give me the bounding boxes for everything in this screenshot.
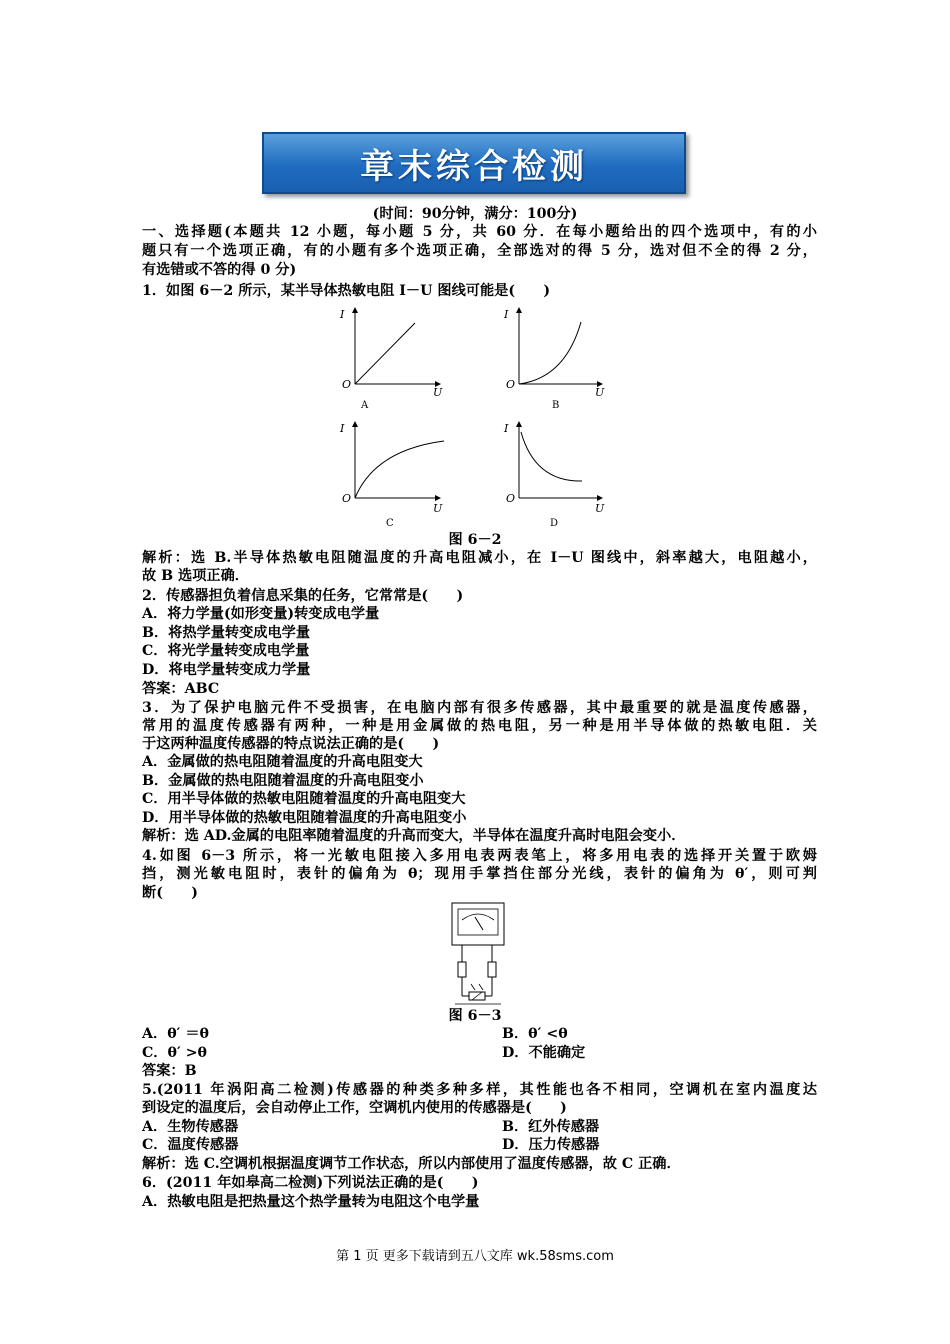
graph-d	[503, 422, 605, 529]
graph-a	[339, 308, 443, 411]
q3-option-c: C．用半导体做的热敏电阻随着温度的升高电阻变大	[142, 791, 466, 807]
graph-d-x-label: U	[595, 502, 605, 515]
graph-a-curve	[355, 323, 415, 384]
q2-option-b: B．将热学量转变成电学量	[142, 625, 311, 641]
graph-c-x-label: U	[433, 502, 443, 515]
graph-b-y-label: I	[504, 308, 509, 321]
q5-option-b: B．红外传感器	[502, 1119, 600, 1135]
q3-stem-line: 常用的温度传感器有两种，一种是用金属做的热电阻，另一种是用半导体做的热敏电阻．关	[142, 718, 817, 734]
q2-stem: 2．传感器担负着信息采集的任务，它常常是( )	[142, 588, 464, 604]
q6-option-a: A．热敏电阻是把热量这个热学量转为电阻这个电学量	[142, 1194, 480, 1210]
q1-stem: 1．如图 6－2 所示，某半导体热敏电阻 I－U 图线可能是( )	[142, 283, 551, 299]
graph-c-y-label: I	[340, 422, 345, 435]
graph-a-label: A	[361, 400, 369, 411]
graph-b-origin: O	[506, 378, 516, 391]
graph-d-y-label: I	[504, 422, 509, 435]
figure-6-3-caption: 图 6－3	[448, 1008, 502, 1024]
q5-option-d: D．压力传感器	[502, 1137, 600, 1153]
graph-d-curve	[521, 432, 582, 481]
q3-option-a: A．金属做的热电阻随着温度的升高电阻变大	[142, 754, 423, 770]
q5-stem-line: 5.(2011 年涡阳高二检测)传感器的种类多种多样，其性能也各不相同，空调机在室内温度达	[142, 1082, 817, 1098]
page-title: 章末综合检测	[360, 146, 588, 187]
page-footer: 第 1 页 更多下载请到五八文库 wk.58sms.com	[336, 1249, 614, 1264]
q4-option-d: D．不能确定	[502, 1045, 586, 1061]
q5-option-c: C．温度传感器	[142, 1137, 239, 1153]
q4-option-c: C．θ′ >θ	[142, 1045, 207, 1061]
graph-d-label: D	[550, 518, 559, 529]
graph-a-origin: O	[342, 378, 352, 391]
q4-option-a: A．θ′ ＝θ	[142, 1026, 209, 1042]
q1-analysis-line: 故 B 选项正确．	[142, 568, 249, 584]
graph-a-x-label: U	[433, 386, 443, 399]
graph-c-label: C	[386, 518, 394, 529]
probe-left	[458, 962, 466, 977]
probe-right	[488, 962, 496, 977]
section-head-line: 一、选择题(本题共 12 小题，每小题 5 分，共 60 分．在每小题给出的四个选项中，有的小	[142, 224, 817, 240]
figure-6-2	[330, 300, 620, 532]
q6-stem: 6．(2011 年如皋高二检测)下列说法正确的是( )	[142, 1175, 479, 1191]
graph-b-label: B	[552, 400, 560, 411]
q3-option-d: D．用半导体做的热敏电阻随着温度的升高电阻变小	[142, 810, 467, 826]
q4-stem-line: 挡，测光敏电阻时，表针的偏角为 θ；现用手掌挡住部分光线，表针的偏角为 θ′，则可判	[142, 866, 817, 882]
graph-b-x-label: U	[595, 386, 605, 399]
graph-a-y-label: I	[340, 308, 345, 321]
q2-answer: 答案：ABC	[142, 681, 220, 697]
q5-analysis: 解析：选 C.空调机根据温度调节工作状态，所以内部使用了温度传感器，故 C 正确．	[142, 1156, 681, 1172]
q4-stem-line: 断( )	[142, 885, 198, 901]
q1-analysis-line: 解析：选 B.半导体热敏电阻随温度的升高电阻减小，在 I－U 图线中，斜率越大，电阻越小，	[142, 550, 817, 566]
q3-stem-line: 3．为了保护电脑元件不受损害，在电脑内部有很多传感器，其中最重要的就是温度传感器，	[142, 700, 817, 716]
q4-answer: 答案：B	[142, 1063, 197, 1079]
q3-analysis: 解析：选 AD.金属的电阻率随着温度的升高而变大，半导体在温度升高时电阻会变小．	[142, 828, 686, 844]
q4-option-b: B．θ′ <θ	[502, 1026, 568, 1042]
q5-stem-line: 到设定的温度后，会自动停止工作，空调机内使用的传感器是( )	[142, 1100, 567, 1116]
graph-b-curve	[519, 322, 581, 384]
title-banner	[262, 132, 686, 194]
q3-option-b: B．金属做的热电阻随着温度的升高电阻变小	[142, 773, 424, 789]
section-head-line: 有选错或不答的得 0 分)	[142, 262, 297, 278]
graph-c	[339, 422, 444, 529]
q2-option-c: C．将光学量转变成电学量	[142, 643, 310, 659]
subtitle: (时间：90分钟，满分：100分)	[372, 206, 578, 222]
q5-option-a: A．生物传感器	[142, 1119, 239, 1135]
graph-c-origin: O	[342, 492, 352, 505]
q2-option-a: A．将力学量(如形变量)转变成电学量	[142, 606, 380, 622]
q3-stem-line: 于这两种温度传感器的特点说法正确的是( )	[142, 736, 440, 752]
section-head-line: 题只有一个选项正确，有的小题有多个选项正确，全部选对的得 5 分，选对但不全的得 2 分，	[142, 243, 817, 259]
figure-6-3	[447, 900, 509, 1008]
q2-option-d: D．将电学量转变成力学量	[142, 662, 311, 678]
q4-stem-line: 4.如图 6－3 所示，将一光敏电阻接入多用电表两表笔上，将多用电表的选择开关置于欧姆	[142, 848, 817, 864]
figure-6-2-caption: 图 6－2	[448, 532, 502, 548]
graph-c-curve	[355, 441, 444, 498]
graph-b	[503, 308, 605, 411]
graph-d-origin: O	[506, 492, 516, 505]
